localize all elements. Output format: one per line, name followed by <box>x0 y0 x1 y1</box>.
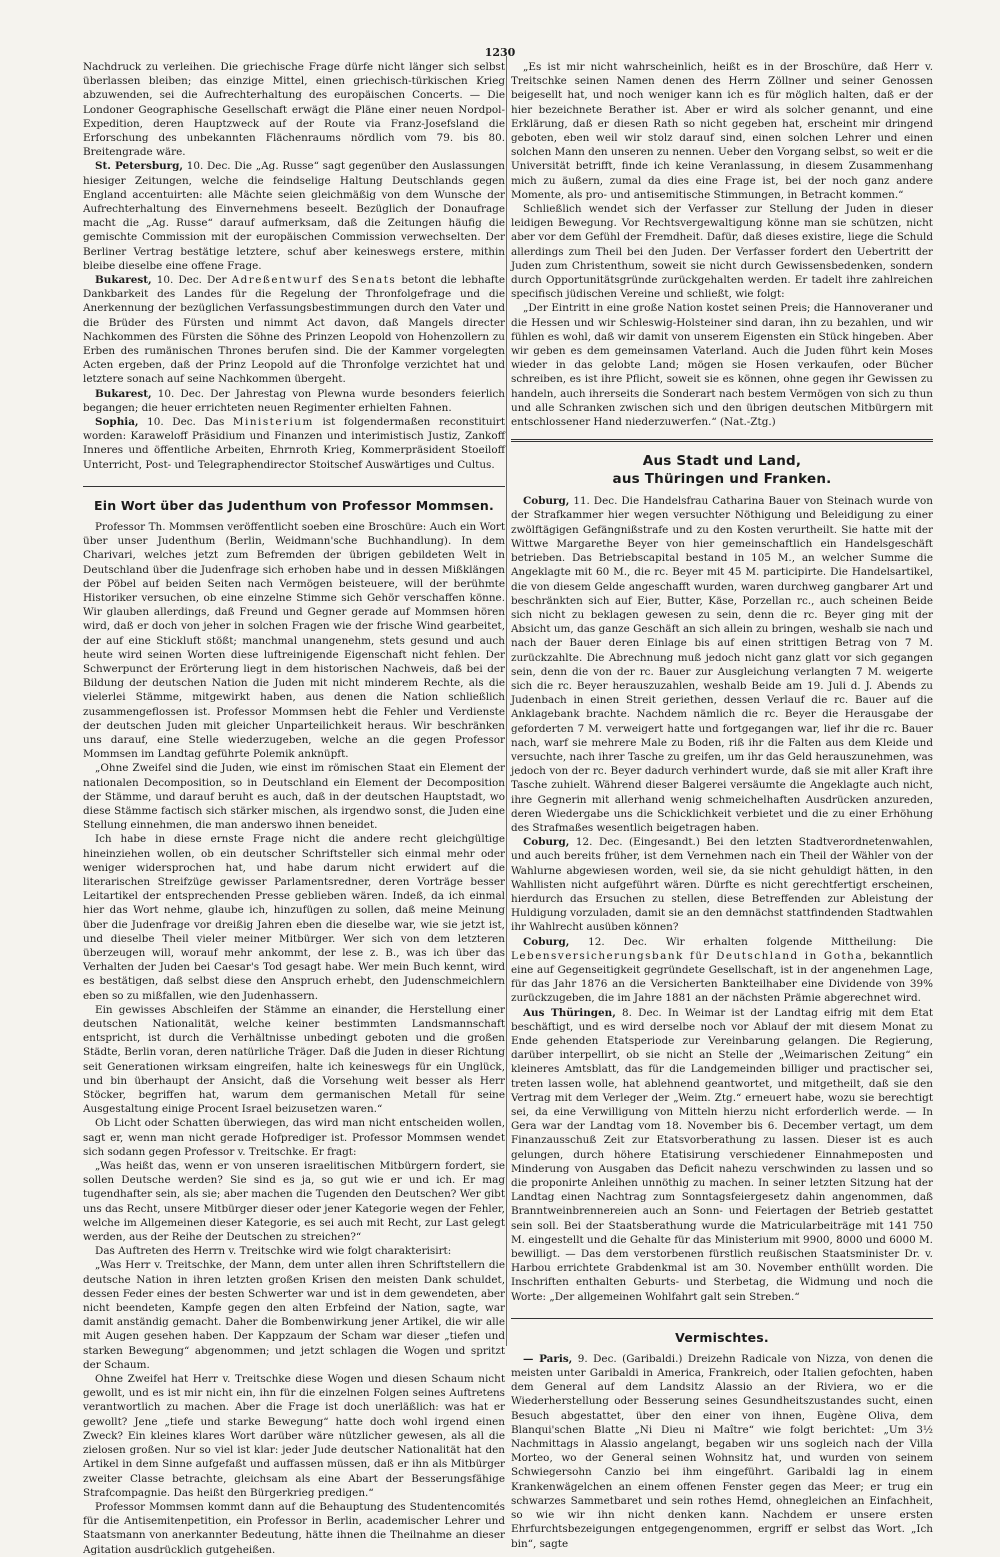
dateline: — Paris, <box>523 1352 573 1365</box>
article-nachdruck: Nachdruck zu verleihen. Die griechische Frage dürfe nicht länger sich selbst überlassen bleiben; das einzige Mittel, einen griechisch-türkischen Krieg abzuwenden, sei die Aufrechterhaltung des europäischen Concerts. — Die Londoner Geographische Gesellschaft erwägt die Pläne einer neuen Nordpol-Expedition, deren Hauptzweck auf der Route via Franz-Josefsland die Erforschung des unbekannten Flächenraums nördlich vom 79. bis 80. Breitengrade wäre. <box>83 61 505 159</box>
dateline: Aus Thüringen, <box>523 1006 616 1019</box>
article-coburg-2 <box>511 835 933 934</box>
paragraph: „Was heißt das, wenn er von unseren israelitischen Mitbürgern fordert, sie sollen Deutsche werden? Sie sind es ja, so gut wie er und ich. Er mag tugendhafter sein, als sie; aber machen die Tugenden den Deutschen? Wer gibt uns das Recht, unsere Mitbürger dieser oder jener Kategorie wegen der Fehler, welche im Allgemeinen dieser Kategorie, es sei auch mit Recht, zur Last gelegt werden, aus der Reihe der Deutschen zu streichen?“ <box>83 1160 505 1244</box>
emphasis: Adreßentwurf <box>231 274 324 287</box>
right-column <box>511 60 934 1550</box>
section-heading <box>511 452 933 488</box>
paragraph: Ein gewisses Abschleifen der Stämme an einander, die Herstellung einer deutschen Nationalität, welche keiner bestimmten Landsmannschaft entspricht, ist durch die Verhältnisse unbedingt geboten und die großen Städte, Berlin voran, deren natürliche Träger. Daß die Juden in dieser Richtung seit Generationen wirksam eingreifen, halte ich keineswegs für ein Unglück, und bin überhaupt der Ansicht, daß die Vorsehung weit besser als Herr Stöcker, begriffen hat, warum dem germanischen Metall für seine Ausgestaltung einige Procent Israel beizusetzen waren.“ <box>83 1003 505 1116</box>
section-heading: Vermischtes. <box>675 1329 769 1345</box>
emphasis: Senats <box>351 274 397 287</box>
paragraph: Schließlich wendet sich der Verfasser zur Stellung der Juden in dieser leidigen Bewegung. Vor Rechtsvergewaltigung könne man sie schützen, nicht aber vor dem Gefühl der Fremdheit. Dafür, daß dieses existire, liege die Schuld allerdings zum Theil bei den Juden. Der Verfasser fordert den Uebertritt der Juden zum Christenthum, soweit sie nicht durch Gewissensbedenken, sondern durch Opportunitätsgründe zurückgehalten werden. Er tadelt ihre zahlreichen specifisch jüdischen Vereine und schließt, wie folgt: <box>511 203 933 301</box>
article-coburg-3 <box>511 935 933 1006</box>
dateline: Coburg, <box>523 935 570 948</box>
mommsen-article <box>83 520 505 1557</box>
article-text: 10. Dec. Der Jahrestag von Plewna wurde besonders feierlich begangen; die heuer errichteten neuen Regimenter erhielten Fahnen. <box>83 387 505 414</box>
column-divider <box>506 56 507 1346</box>
article-text: des <box>323 274 352 287</box>
paragraph: Professor Mommsen kommt dann auf die Behauptung des Studentencomités für die Antisemitenpetition, ein Professor in Berlin, academischer Lehrer und Staatsmann von anerkannter Bedeutung, hätte ihnen die Theilnahme an dieser Agitation ausdrücklich gutgeheißen. <box>83 1500 505 1556</box>
article-text: 8. Dec. In Weimar ist der Landtag eifrig mit dem Etat beschäftigt, und es wird derselbe noch vor Ablauf der mit diesem Monat zu Ende gehenden Etatsperiode zur Vereinbarung gelangen. Die Regierung, darüber interpellirt, ob sie nicht an Stelle der „Weimarischen Zeitung“ ein kleineres Amtsblatt, das für die Landgemeinden billiger und practischer sei, treten lassen wolle, hat ablehnend geantwortet, und mitgetheilt, daß sie den Vertrag mit dem Verleger der „Weim. Ztg.“ erneuert habe, wozu sie berechtigt sei, da eine Verwilligung von Mitteln hierzu nicht erforderlich werde. — In Gera war der Landtag vom 18. November bis 6. December vertagt, um dem Finanzausschuß Zeit zur Etatsvorberathung zu lassen. Dieser ist es auch gelungen, durch höhere Etatisirung verschiedener Einnahmeposten und Minderung von Ausgaben das Deficit nahezu verschwinden zu lassen und so die proponirte Anleihen unnöthig zu machen. In seiner letzten Sitzung hat der Landtag einen Nachtrag zum Sonntagsfeiergesetz dahin angenommen, daß Branntweinbrennereien auch an Sonn- und Feiertagen der Betrieb gestattet sein soll. Bei der Staatsberathung wurde die Matricularbeiträge mit 141 750 M. eingestellt und die Gehalte für das Ministerium mit 9900, 8000 und 6000 M. bewilligt. — Das dem verstorbenen fürstlich reußischen Staatsminister Dr. v. Harbou errichtete Grabdenkmal ist am 30. November enthüllt worden. Die Inschriften enthalten Geburts- und Sterbetag, die Widmung und noch die Worte: „Der allgemeinen Wohlfahrt galt sein Streben.“ <box>511 1006 934 1303</box>
article-text: 10. Dec. Die „Ag. Russe“ sagt gegenüber den Auslassungen hiesiger Zeitungen, welche die feindselige Haltung Deutschlands gegen England accentuirten: alle Mächte seien gleichmäßig von dem Wunsche der Aufrechterhaltung des Einvernehmens beseelt. Bezüglich der Donaufrage macht die „Ag. Russe“ darauf aufmerksam, daß die Zeitungen häufig die gemischte Commission mit der europäischen Commission verwechselten. Der Berliner Vertrag bestätige letztere, schuf aber keineswegs erstere, mithin bleibe dieselbe eine offene Frage. <box>83 160 505 272</box>
article-text: 9. Dec. (Garibaldi.) Dreizehn Radicale von Nizza, von denen die meisten unter Garibaldi in America, Frankreich, oder Italien gefochten, haben dem General auf dem Landsitz Alassio an der Riviera, wo er die Wiederherstellung oder Besserung seines Gesundheitszustandes sucht, einen Besuch abgestattet, über den einer von ihnen, Eugène Oliva, dem Blanqui'schen Blatte „Ni Dieu ni Maître“ wie folgt berichtet: „Um 3½ Nachmittags in Alassio angelangt, begaben wir uns sogleich nach der Villa Morteo, wo der General seinen Wohnsitz hat, und wurden von seinem Schwiegersohn Canzio bei ihm eingeführt. Garibaldi lag in einem Krankenwägelchen an einem offenen Fenster gegen das Meer; er trug ein schwarzes Sammetbaret und sein rothes Hemd, ohnegleichen an Einfachheit, so wie wir ihn nicht denken kann. Nachdem er unsere ersten Ehrfurchtsbezeigungen entgegengenommen, ergriff er selbst das Wort. „Ich bin“, sagte <box>511 1352 933 1550</box>
paragraph: „Es ist mir nicht wahrscheinlich, heißt es in der Broschüre, daß Herr v. Treitschke seinen Namen denen des Herrn Zöllner und seiner Genossen beigesellt hat, und noch weniger kann ich es für möglich halten, daß er der hier bezeichnete Berather ist. Aber er wird als solcher genannt, und eine Erklärung, daß er diesen Rath so nicht gegeben hat, erscheint mir dringend geboten, eben weil wir stolz darauf sind, einen solchen Lehrer und einen solchen Mann den unseren zu nennen. Ueber den Vorgang selbst, so weit er die Universität betrifft, finde ich keine Veranlassung, in diesem Zusammenhang mich zu äußern, zumal da dies eine Frage ist, bei der noch ganz andere Momente, als pro- und antisemitische Stimmungen, in Betracht kommen.“ <box>511 61 933 201</box>
paragraph: Professor Th. Mommsen veröffentlicht soeben eine Broschüre: Auch ein Wort über unser Judenthum (Berlin, Weidmann'sche Buchhandlung). In dem Charivari, welches jetzt zum Befremden der übrigen gebildeten Welt in Deutschland über die Judenfrage sich erhoben habe und in dessen Mißklängen der Pöbel auf beiden Seiten nach Vermögen beisteuere, will der berühmte Historiker versuchen, ob eine einzelne Stimme sich Gehör verschaffen könne. Wir glauben allerdings, daß Freund und Gegner gerade auf Mommsen hören wird, daß er doch von jeher in solchen Fragen wie der frische Wind gearbeitet, der auf eine Stickluft stößt; manchmal unangenehm, stets gesund und auch heute wird seinen Worten diese luftreinigende Eigenschaft nicht fehlen. Der Schwerpunct der Erörterung liegt in dem historischen Nachweis, daß bei der Bildung der deutschen Nation die Juden mit nicht minderem Rechte, als die vielerlei Stämme, mitgewirkt haben, aus denen die Nation schließlich zusammengeflossen ist. Professor Mommsen hebt die Fehler und Verdienste der deutschen Juden mit gleicher Unparteilichkeit heraus. Wir beschränken uns darauf, eine Stelle wiederzugeben, welche an die gegen Professor Mommsen im Landtag geführte Polemik anknüpft. <box>83 520 505 761</box>
article-petersburg <box>83 159 505 273</box>
article-paris <box>511 1352 933 1551</box>
article-text: 10. Dec. Der <box>151 274 232 287</box>
section-heading: Ein Wort über das Judenthum von Professor Mommsen. <box>94 497 494 513</box>
section-heading-line: Aus Stadt und Land, <box>642 453 802 470</box>
paragraph: Ob Licht oder Schatten überwiegen, das wird man nicht entscheiden wollen, sagt er, wenn man nicht gerade Hofprediger ist. Professor Mommsen wendet sich sodann gegen Professor v. Treitschke. Er fragt: <box>83 1117 505 1158</box>
section-heading-line: aus Thüringen und Franken. <box>612 471 832 488</box>
paragraph: Ich habe in diese ernste Frage nicht die andere recht gleichgültige hineinziehen wollen, ob ein deutscher Schriftsteller sich einmal mehr oder weniger widersprochen hat, und habe darum nicht erwidert auf die literarischen Streifzüge gewisser Parlamentsredner, deren Vorträge besser Leitartikel der entsprechenden Presse geblieben wären. Indeß, da ich einmal hier das Wort nehme, glaube ich, hinzufügen zu sollen, daß meine Meinung über die Judenfrage vor dreißig Jahren eben die dieselbe war, wie sie jetzt ist, und dieselbe Theil vieler meiner Mitbürger. Wer sich von dem letzteren überzeugen will, worauf mehr ankommt, der lese z. B., was ich über das Verhalten der Juden bei Caesar's Tod gesagt habe. Wer mein Buch kennt, wird es bestätigen, daß selbst diese den Anspruch erhebt, den Judenschmeichlern eben so zu mißfallen, wie den Judenhassern. <box>83 833 505 1002</box>
paragraph: Das Auftreten des Herrn v. Treitschke wird wie folgt charakterisirt: <box>95 1245 452 1258</box>
section-rule <box>83 486 505 487</box>
left-column <box>83 60 505 1556</box>
article-text: ist folgendermaßen reconstituirt worden: Karaweloff Präsidium und Finanzen und interimistisch Justiz, Zankoff Inneres und öffentliche Arbeiten, Ehrnroth Krieg, Kommerpräsident Stoeiloff Unterricht, Post- und Telegraphendirector Stoitschef Auswärtiges und Cultus. <box>83 416 505 471</box>
article-text: 11. Dec. Die Handelsfrau Catharina Bauer von Steinach wurde von der Strafkammer hier wegen versuchter Nöthigung und Beleidigung zu einer zwölftägigen Gefängnißstrafe und zu den Kosten verurtheilt. Sie hatte mit der Wittwe Margarethe Beyer von hier gemeinschaftlich ein Handelsgeschäft betrieben. Das Betriebscapital bestand in 105 M., an welcher Summe die Angeklagte mit 60 M., die rc. Beyer mit 45 M. participirte. Die Handelsartikel, die von diesem Gelde angeschafft wurden, waren durchweg gangbarer Art und beschränkten sich auf Eier, Butter, Käse, Porzellan rc., auch scheinen Beide sich nicht zu beklagen gewesen zu sein, denn die rc. Beyer ging mit der Absicht um, das ganze Geschäft an sich allein zu bringen, weshalb sie nach und nach der Bauer deren Einlage bis auf einen strittigen Betrag von 7 M. zurückzahlte. Die Abrechnung muß jedoch nicht ganz glatt vor sich gegangen sein, denn die von der rc. Bauer zur Ausgleichung verlangten 7 M. weigerte sich die rc. Beyer herauszuzahlen, weshalb Beide am 19. Juli d. J. Abends zu Judenbach in einen Streit geriethen, dessen Verlauf die rc. Bauer auf die Anklagebank brachte. Nachdem nämlich die rc. Beyer die Herausgabe der geforderten 7 M. verweigert hatte und fortgegangen war, lief ihr die rc. Bauer nach, warf sie mehrere Male zu Boden, riß ihr die Falten aus dem Kleide und versuchte, nach ihrer Tasche zu greifen, um ihr das Geld herauszunehmen, was jedoch von der rc. Beyer dadurch verhindert wurde, daß sie mit aller Kraft ihre Tasche zuhielt. Während dieser Balgerei versäumte die Angeklagte auch nicht, ihre Gegnerin mit allerhand wenig schmeichelhaften Ausdrücken anzureden, deren Wiedergabe uns die Schicklichkeit verbietet und die zu einer Erhöhung des Strafmaßes wesentlich beigetragen haben. <box>511 495 933 834</box>
article-sophia <box>83 415 505 472</box>
paragraph: „Der Eintritt in eine große Nation kostet seinen Preis; die Hannoveraner und die Hessen und wir Schleswig-Holsteiner sind daran, ihn zu bezahlen, und wir fühlen es wohl, daß wir damit von unserem Eigensten ein Stück hingeben. Aber wir geben es dem gemeinsamen Vaterland. Auch die Juden führt kein Moses wieder in das gelobte Land; mögen sie Hosen verkaufen, oder Bücher schreiben, es ist ihre Pflicht, soweit sie es können, ohne gegen ihr Gewissen zu handeln, auch ihrerseits die Sonderart nach bestem Vermögen von sich zu thun und alle Schranken zwischen sich und den übrigen deutschen Mitbürgern mit entschlossener Hand niederzuwerfen.“ (Nat.-Ztg.) <box>511 302 933 429</box>
dateline: Sophia, <box>95 416 139 429</box>
emphasis: Lebensversicherungsbank für Deutschland in Gotha <box>511 949 864 962</box>
article-text: 10. Dec. Das <box>138 416 233 429</box>
section-rule <box>511 1318 933 1319</box>
paragraph: „Was Herr v. Treitschke, der Mann, dem unter allen ihren Schriftstellern die deutsche Nation in ihren letzten großen Krisen den meisten Dank schuldet, dessen Feder eines der besten Schwerter war und ist in dem gewendeten, aber nicht beendeten, Kampfe gegen den alten Erbfeind der Nation, sagte, war damit anständig gemacht. Daher die Bombenwirkung jener Artikel, die wir alle mit Augen gesehen haben. Der Kappzaum der Scham war dieser „tiefen und starken Bewegung“ abgenommen; und jetzt schlagen die Wogen und spritzt der Schaum. <box>83 1259 505 1371</box>
article-text: , bekanntlich eine auf Gegenseitigkeit gegründete Gesellschaft, ist in der angenehmen Lage, für das Jahr 1876 an die Versicherten Bankteilhaber eine Dividende von 39% zurückzugeben, die im Jahre 1881 an der nächsten Prämie abgerechnet wird. <box>511 949 934 1005</box>
paragraph: „Ohne Zweifel sind die Juden, wie einst im römischen Staat ein Element der nationalen Decomposition, so in Deutschland ein Element der Decomposition der Stämme, und darauf beruht es auch, daß in der deutschen Hauptstadt, wo diese Stämme factisch sich stärker mischen, als irgendwo sonst, die Juden eine Stellung einnehmen, die man anderswo ihnen beneidet. <box>83 762 505 832</box>
article-bukarest-2 <box>83 387 505 415</box>
emphasis: Ministerium <box>232 416 314 429</box>
article-coburg-1 <box>511 494 933 835</box>
dateline: Bukarest, <box>95 274 152 287</box>
dateline: Coburg, <box>523 836 570 849</box>
article-bukarest-1 <box>83 273 505 387</box>
article-text: 12. Dec. (Eingesandt.) Bei den letzten Stadtverordnetenwahlen, und auch bereits früher, ist dem Vernehmen nach ein Theil der Wähler von der Wahlurne abgewiesen worden, weil sie, da sie nicht gehuldigt hätten, in den Wahllisten nicht aufgeführt wären. Dürfte es nicht gerechtfertigt erscheinen, hierdurch das Ersuchen zu stellen, diese Betreffenden zur Ableistung der Huldigung vorzuladen, damit sie an den demnächst stattfindenden Stadtwahlen ihr Wahlrecht ausüben können? <box>511 836 933 934</box>
dateline: St. Petersburg, <box>95 160 184 173</box>
article-thueringen <box>511 1006 933 1304</box>
section-rule <box>511 439 933 442</box>
article-text: betont die lebhafte Dankbarkeit des Landes für die Regelung der Thronfolgefrage und die Anerkennung der bezüglichen Verfassungsbestimmungen durch den Vater und die Brüder des Fürsten und nimmt Act davon, daß Mangels directer Nachkommen des Fürsten die Söhne des Prinzen Leopold von Hohenzollern zu Erben des rumänischen Thrones berufen sind. Die der Kammer vorgelegten Acten ergeben, daß der Prinz Leopold auf die Thronfolge verzichtet hat und letztere sonach auf seine Nachkommen übergeht. <box>83 274 505 386</box>
page-number: 1230 <box>484 46 516 59</box>
dateline: Coburg, <box>523 495 570 508</box>
dateline: Bukarest, <box>95 387 152 400</box>
article-text: 12. Dec. Wir erhalten folgende Mittheilung: Die <box>569 935 933 948</box>
paragraph: Ohne Zweifel hat Herr v. Treitschke diese Wogen und diesen Schaum nicht gewollt, und es ist mir nicht ein, ihn für die einzelnen Folgen seines Auftretens verantwortlich zu machen. Aber die Frage ist doch unerläßlich: was hat er gewollt? Jene „tiefe und starke Bewegung“ hatte doch wohl irgend einen Zweck? Ein kleines klares Wort darüber wäre nützlicher gewesen, als all die zielosen großen. Nur so viel ist klar: jeder Jude deutscher Nationalität hat den Artikel in dem Sinne aufgefaßt und auffassen müssen, daß er ihn als Mitbürger zweiter Classe betrachte, gleichsam als eine Abart der Besserungsfähige Strafcompagnie. Das heißt den Bürgerkrieg predigen.“ <box>83 1373 505 1499</box>
